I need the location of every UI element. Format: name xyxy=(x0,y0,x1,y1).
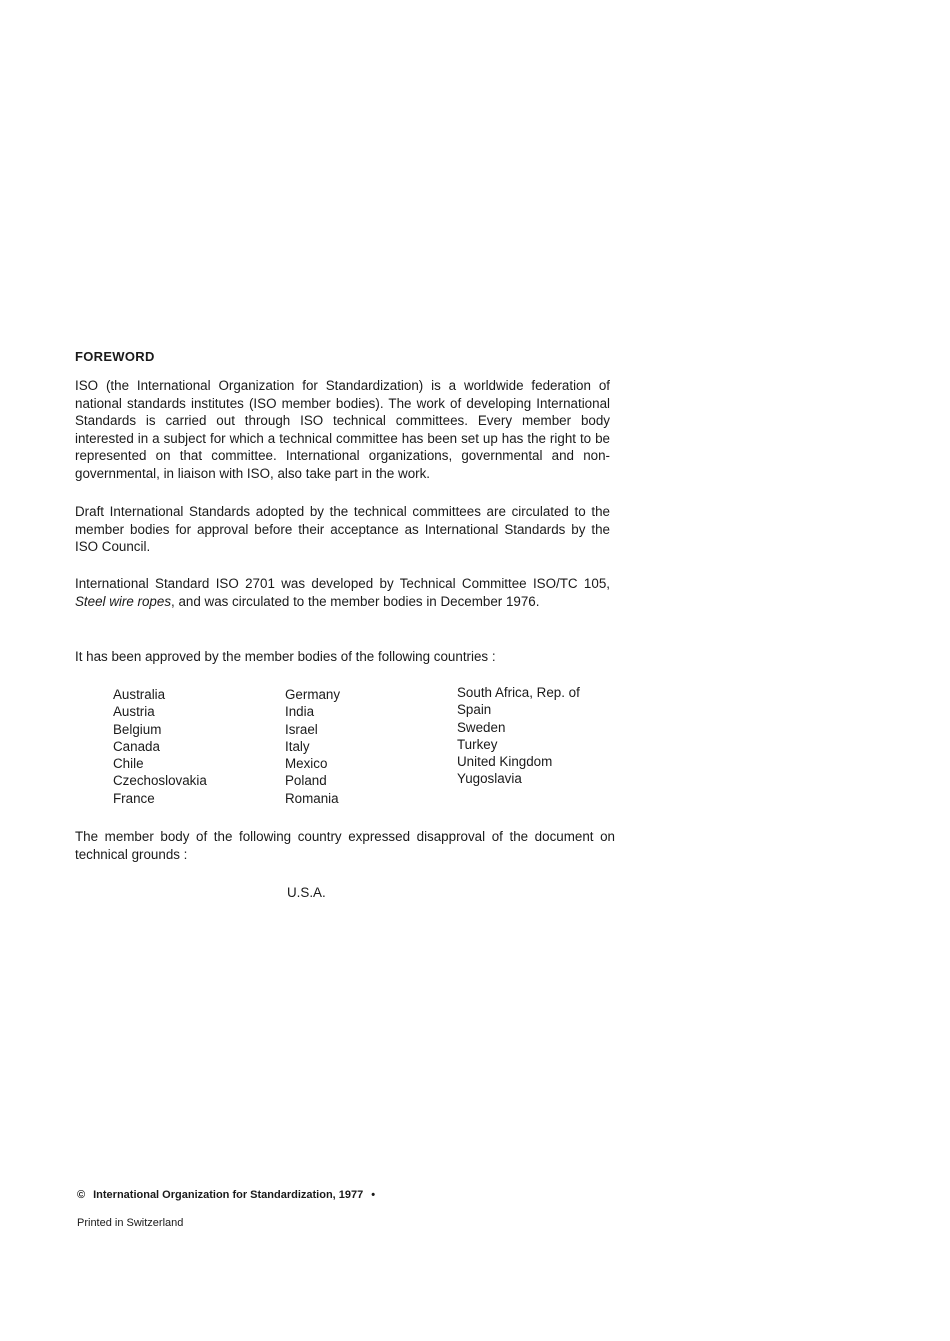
country-item: Czechoslovakia xyxy=(113,773,207,789)
countries-column-1 xyxy=(113,686,207,807)
copyright-icon: © xyxy=(77,1189,86,1201)
country-item: Spain xyxy=(457,702,492,718)
country-item: United Kingdom xyxy=(457,754,553,770)
country-item: Turkey xyxy=(457,736,498,752)
paragraph-approval: It has been approved by the member bodies of the following countries : xyxy=(75,649,496,664)
paragraph-development-tail: , and was circulated to the member bodies in December 1976. xyxy=(171,593,540,609)
paragraph-development xyxy=(75,575,610,610)
country-item: Chile xyxy=(113,756,144,772)
paragraph-draft-standards: Draft International Standards adopted by the technical committees are circulated to the member bodies for approval before their acceptance as International Standards by the ISO Council. xyxy=(75,504,610,555)
country-item: Israel xyxy=(285,721,318,737)
countries-column-3 xyxy=(457,684,580,788)
bullet-icon: • xyxy=(371,1189,376,1201)
country-item: Italy xyxy=(285,738,310,754)
country-item: Mexico xyxy=(285,756,328,772)
paragraph-development-lead: International Standard ISO 2701 was developed by Technical Committee ISO/TC 105, xyxy=(75,576,610,591)
country-item: France xyxy=(113,790,155,806)
country-item: Austria xyxy=(113,704,155,720)
foreword-heading: FOREWORD xyxy=(75,349,155,364)
country-item: India xyxy=(285,704,315,720)
copyright-line xyxy=(77,1189,375,1201)
country-item: Belgium xyxy=(113,721,162,737)
countries-column-2 xyxy=(285,686,340,807)
country-item: Poland xyxy=(285,773,327,789)
country-item: Germany xyxy=(285,687,341,702)
disapproving-country: U.S.A. xyxy=(287,885,326,900)
committee-title: Steel wire ropes xyxy=(75,593,172,609)
copyright-text: International Organization for Standardization, 1977 xyxy=(93,1189,364,1201)
paragraph-disapproval: The member body of the following country expressed disapproval of the document on technical grounds : xyxy=(75,829,615,862)
country-item: South Africa, Rep. of xyxy=(457,685,580,700)
country-item: Australia xyxy=(113,687,166,702)
country-item: Canada xyxy=(113,738,160,754)
country-item: Sweden xyxy=(457,719,506,735)
printed-location: Printed in Switzerland xyxy=(77,1217,184,1229)
paragraph-iso-intro: ISO (the International Organization for Standardization) is a worldwide federation of national standards institutes (ISO member bodies). The work of developing International Standards is carried out through ISO technical committees. Every member body interested in a subject for which a technical committee has been set up has the right to be represented on that committee. International organizations, governmental and non-governmental, in liaison with ISO, also take part in the work. xyxy=(75,378,610,481)
country-item: Yugoslavia xyxy=(457,771,522,787)
country-item: Romania xyxy=(285,790,339,806)
